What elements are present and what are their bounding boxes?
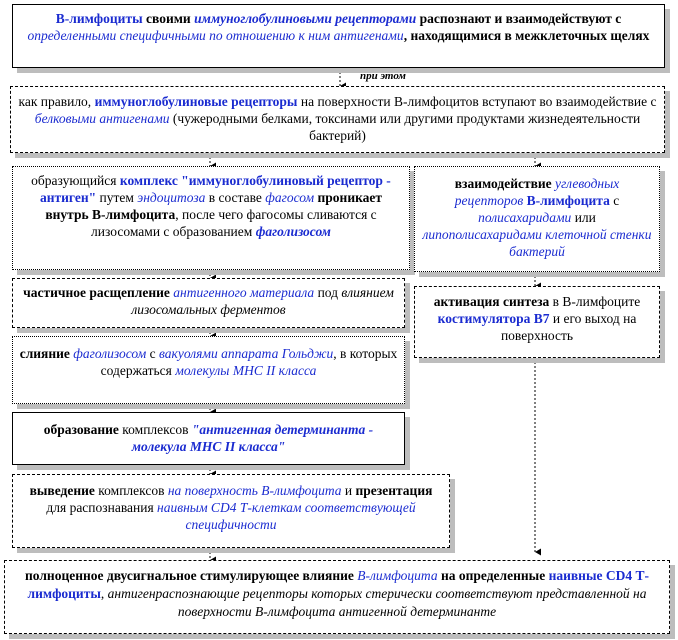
step-box-protein-antigens: как правило, иммуноглобулиновые рецепторы на поверхности В-лимфоцитов вступают во взаимодействие с белковыми антигенами (чужеродными белками, токсинами или другими продуктами жизнедеятельности бактерий) [10, 86, 665, 153]
step-box-carbohydrate-receptors: взаимодействие углеводных рецепторов В-лимфоцита с полисахаридами или липополисахаридами клеточной стенки бактерий [414, 166, 660, 272]
step-box-two-signal-stimulation: полноценное двусигнальное стимулирующее влияние В-лимфоцита на определенные наивные CD4 Т-лимфоциты, антигенраспознающие рецепторы которых стерически соответствуют представленной на поверхности В-лимфоцита антигенной детерминанте [4, 560, 670, 634]
step-box-partial-cleavage: частичное расщепление антигенного материала под влиянием лизосомальных ферментов [12, 278, 405, 328]
step-box-golgi-fusion: слияние фаголизосом с вакуолями аппарата Гольджи, в которых содержаться молекулы МНС II класса [12, 336, 405, 404]
step-box-endocytosis-complex: образующийся комплекс "иммуноглобулиновый рецептор - антиген" путем эндоцитоза в составе фагосом проникает внутрь В-лимфоцита, после чего фагосомы сливаются с лизосомами с образованием фаголизосом [12, 166, 410, 270]
step-box-presentation: выведение комплексов на поверхность В-лимфоцита и презентация для распознавания наивным CD4 Т-клеткам соответствующей специфичности [12, 474, 450, 548]
step-box-bcell-recognition: В-лимфоциты своими иммуноглобулиновыми рецепторами распознают и взаимодействуют с определенными специфичными по отношению к ним антигенами, находящимися в межклеточных щелях [12, 4, 665, 68]
step-box-costimulator-synthesis: активация синтеза в В-лимфоците костимулятора В7 и его выход на поверхность [414, 286, 660, 358]
connector-label: при этом [360, 70, 406, 82]
step-box-mhc-complex-formation: образование комплексов "антигенная детерминанта - молекула МНС II класса" [12, 412, 405, 465]
